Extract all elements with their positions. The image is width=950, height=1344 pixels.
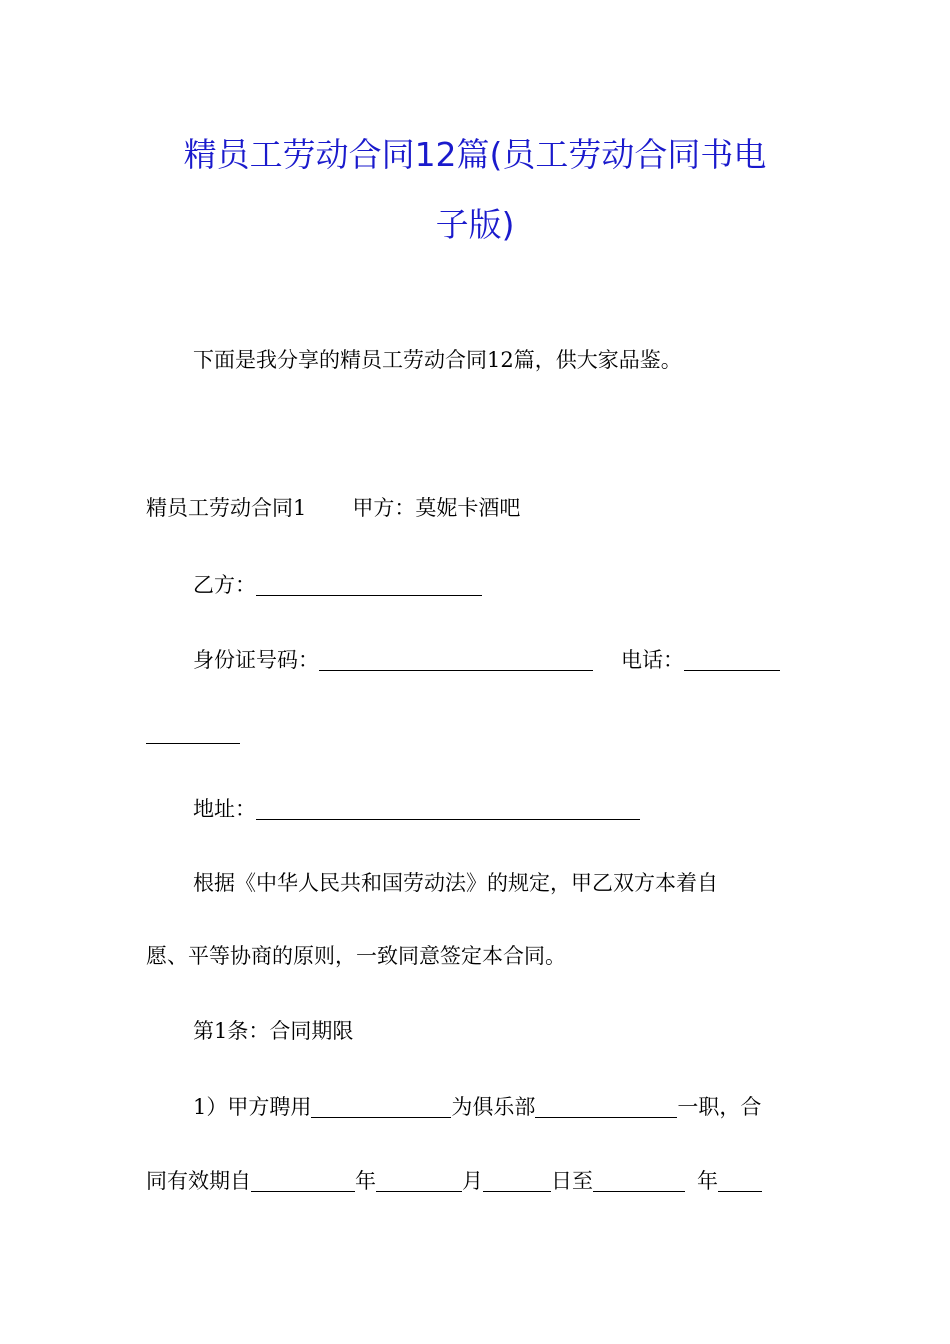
clause-1-line-2: [146, 1170, 762, 1192]
article-1-title: 第1条：合同期限: [193, 1019, 354, 1043]
clause-1-prefix: 1）甲方聘用: [193, 1095, 312, 1119]
day-to-label: 日至: [551, 1169, 593, 1193]
year-label-2: 年: [697, 1169, 718, 1193]
start-month-blank: [376, 1170, 462, 1192]
contract-1-heading-line: [146, 498, 520, 519]
address-line: [193, 798, 640, 820]
id-number-blank: [319, 649, 593, 671]
contract-1-heading: 精员工劳动合同1: [146, 496, 307, 520]
document-title-line-1: 精员工劳动合同12篇(员工劳动合同书电: [183, 135, 767, 174]
clause-1-line-1: [193, 1096, 761, 1118]
document-title-line-2: 子版): [435, 205, 515, 244]
id-phone-line: [193, 649, 780, 671]
party-b-label: 乙方：: [193, 573, 256, 597]
month-label: 月: [462, 1169, 483, 1193]
start-day-blank: [483, 1170, 551, 1192]
phone-label: 电话：: [621, 648, 684, 672]
department-blank: [535, 1096, 677, 1118]
year-label: 年: [355, 1169, 376, 1193]
party-a-label: 甲方：: [352, 496, 416, 520]
term-start-label: 同有效期自: [146, 1169, 251, 1193]
end-year-blank: [593, 1170, 685, 1192]
address-label: 地址：: [193, 797, 256, 821]
clause-1-suffix: 一职，合: [677, 1095, 762, 1119]
id-number-label: 身份证号码：: [193, 648, 319, 672]
basis-paragraph-line-2: 愿、平等协商的原则，一致同意签定本合同。: [146, 944, 566, 968]
party-b-blank: [256, 574, 482, 596]
basis-paragraph-line-1: 根据《中华人民共和国劳动法》的规定，甲乙双方本着自: [193, 871, 718, 895]
position-blank: [311, 1096, 451, 1118]
start-year-blank: [251, 1170, 355, 1192]
clause-1-mid: 为俱乐部: [451, 1095, 536, 1119]
intro-paragraph: 下面是我分享的精员工劳动合同12篇，供大家品鉴。: [193, 348, 682, 372]
party-a-value: 莫妮卡酒吧: [415, 496, 521, 520]
address-blank: [256, 798, 640, 820]
phone-continuation-line: [146, 722, 240, 744]
party-b-line: [193, 574, 482, 596]
phone-blank-part-2: [146, 722, 240, 744]
end-month-blank: [718, 1170, 762, 1192]
phone-blank-part-1: [684, 649, 780, 671]
